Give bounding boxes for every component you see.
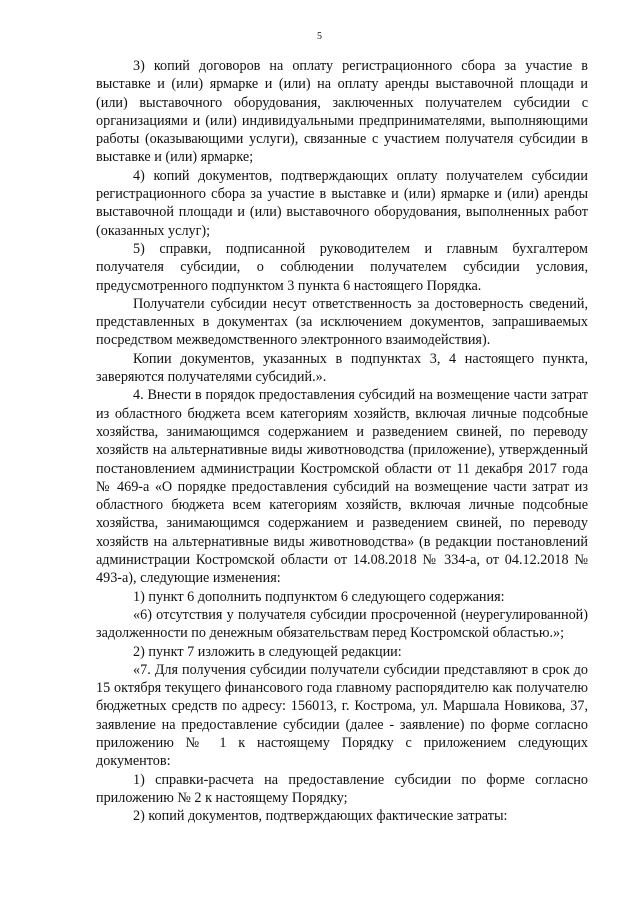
paragraph-subitem-3: 3) копий договоров на оплату регистрационного сбора за участие в выставке и (или) ярмарке и (или) на оплату аренды выставочной площади и (или) выставочного оборудования, заключенных получателем субсидии с организациями и (или) индивидуальными предпринимателями, выполняющими работы (оказывающими услуги), связанные с участием получателя субсидии в выставке и (или) ярмарке; — [96, 58, 588, 166]
paragraph-item-4-amendments: 4. Внести в порядок предоставления субсидий на возмещение части затрат из областного бюджета всем категориям хозяйств, включая личные подсобные хозяйства, занимающимся содержанием и разведением свиней, по переводу хозяйств на альтернативные виды животноводства (приложение), утвержденный постановлением администрации Костромской области от 11 декабря 2017 года № 469-а «О порядке предоставления субсидий на возмещение части затрат из областного бюджета всем категориям хозяйств, включая личные подсобные хозяйства, занимающимся содержанием и разведением свиней, по переводу хозяйств на альтернативные виды животноводства» (в редакции постановлений администрации Костромской области от 14.08.2018 № 334-а, от 04.12.2018 № 493-а), следующие изменения: — [96, 387, 588, 587]
page-number: 5 — [317, 31, 322, 42]
paragraph-new-subitem-6: «6) отсутствия у получателя субсидии просроченной (неурегулированной) задолженности по денежным обязательствам перед Костромской областью.»; — [96, 606, 588, 642]
paragraph-amend-point-7: 2) пункт 7 изложить в следующей редакции: — [133, 643, 402, 660]
paragraph-doc-list-1: 1) справки-расчета на предоставление субсидии по форме согласно приложению № 2 к настоящему Порядку; — [96, 771, 588, 806]
paragraph-new-point-7: «7. Для получения субсидии получатели субсидии представляют в срок до 15 октября текущего финансового года главному распорядителю как получателю бюджетных средств по адресу: 156013, г. Кострома, ул. Маршала Новикова, 37, заявление на предоставление субсидии (далее - заявление) по форме согласно приложению № 1 к настоящему Порядку с приложением следующих документов: — [96, 661, 588, 770]
document-body — [96, 57, 588, 825]
paragraph-responsibility: Получатели субсидии несут ответственность за достоверность сведений, представленных в документах (за исключением документов, запрашиваемых посредством межведомственного электронного взаимодействия). — [96, 295, 588, 349]
paragraph-copies-certified: Копии документов, указанных в подпунктах 3, 4 настоящего пункта, заверяются получателями субсидий.». — [96, 350, 588, 386]
paragraph-subitem-5: 5) справки, подписанной руководителем и главным бухгалтером получателя субсидии, о соблюдении получателем субсидии условия, предусмотренного подпунктом 3 пункта 6 настоящего Порядка. — [96, 240, 588, 294]
paragraph-doc-list-2: 2) копий документов, подтверждающих фактические затраты: — [133, 808, 508, 825]
paragraph-subitem-4: 4) копий документов, подтверждающих оплату получателем субсидии регистрационного сбора за участие в выставке и (или) ярмарке и (или) аренды выставочной площади и (или) выставочного оборудования, выполненных работ (оказанных услуг); — [96, 167, 588, 239]
paragraph-amend-point-6: 1) пункт 6 дополнить подпунктом 6 следующего содержания: — [133, 588, 505, 605]
